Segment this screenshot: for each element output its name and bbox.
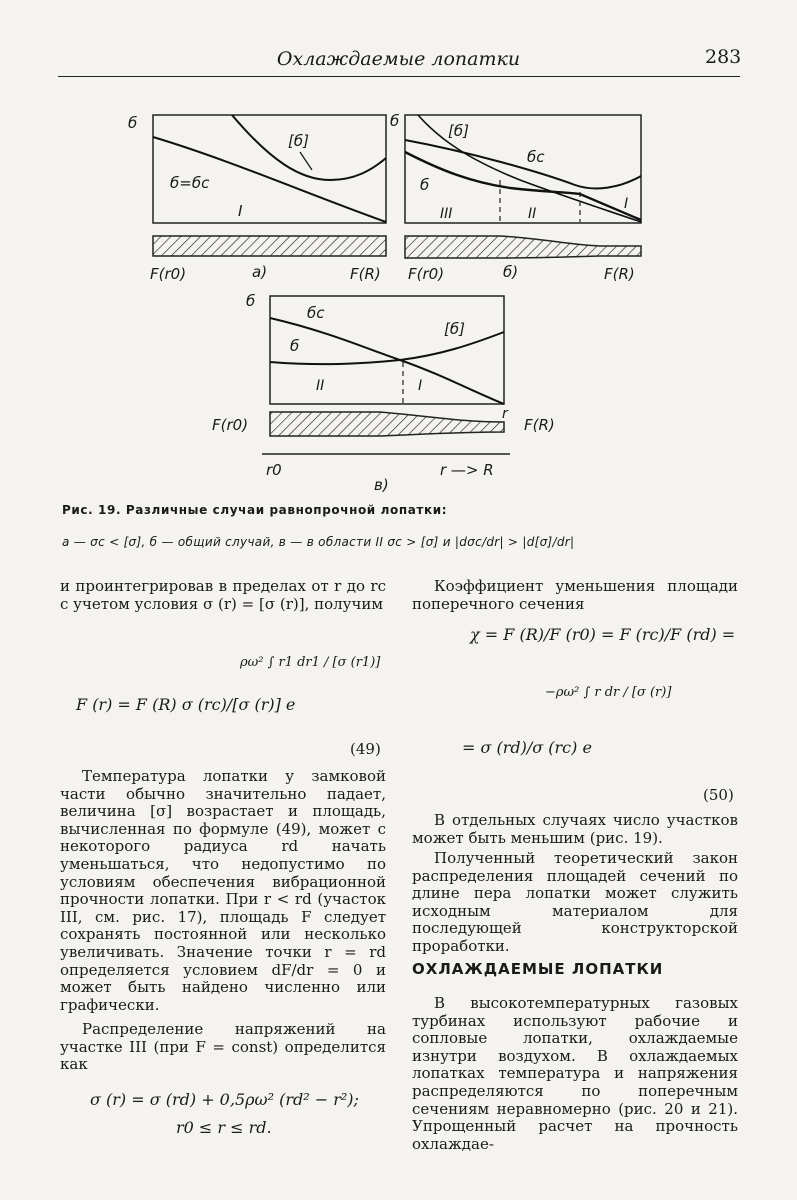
panel-a-allowable-label: [б]	[288, 132, 309, 150]
panel-c-r-label: r	[502, 406, 508, 422]
header-rule	[58, 76, 740, 77]
eq50-exponent: −ρω² ∫ r dr / [σ (r)]	[545, 685, 672, 700]
eq49-exponent: ρω² ∫ r1 dr1 / [σ (r1)]	[240, 655, 381, 670]
panel-c-curve-s	[270, 332, 504, 364]
left-para-3: Распределение напряжений на участке III (при F = const) определится как	[60, 1020, 386, 1074]
panel-c	[212, 292, 555, 494]
panel-a-caption: a)	[252, 263, 268, 281]
figure-19	[0, 100, 797, 495]
left-para-1: и проинтегрировав в пределах от r до rc с учетом условия σ (r) = [σ (r)], получим	[60, 577, 386, 613]
figure-caption-title: Рис. 19. Различные случаи равнопрочной лопатки:	[62, 503, 448, 517]
section-heading: ОХЛАЖДАЕМЫЕ ЛОПАТКИ	[412, 960, 664, 978]
eq50-number: (50)	[703, 786, 734, 804]
page-number: 283	[705, 46, 742, 68]
panel-b-region-2: II	[528, 206, 537, 222]
panel-c-tip-label: F(R)	[524, 416, 555, 434]
panel-b-blade-profile	[405, 236, 641, 258]
panel-b-root-label: F(r0)	[408, 265, 445, 283]
panel-c-region-1: I	[418, 378, 423, 394]
panel-b-caption: б)	[503, 263, 519, 281]
panel-c-root-label: F(r0)	[212, 416, 249, 434]
eq49-main: F (r) = F (R) σ (rc)/[σ (r)] e	[76, 695, 296, 714]
panel-a-axis-label: б	[128, 114, 138, 132]
running-header-title: Охлаждаемые лопатки	[276, 48, 521, 70]
panel-c-axis-arrow-label: r —> R	[440, 461, 494, 479]
figure-caption-line: а — σc < [σ], б — общий случай, в — в области II σc > [σ] и |dσc/dr| > |d[σ]/dr|	[62, 535, 575, 549]
eq50-line1: χ = F (R)/F (r0) = F (rc)/F (rd) =	[470, 625, 736, 644]
panel-c-region-2: II	[316, 378, 325, 394]
eq49-number: (49)	[350, 740, 381, 758]
panel-b-c-label: бc	[527, 148, 545, 166]
right-para-2: В отдельных случаях число участков может быть меньшим (рис. 19).	[412, 811, 738, 847]
right-para-1: Коэффициент уменьшения площади поперечного сечения	[412, 577, 738, 613]
panel-b-axis-label: б	[390, 112, 400, 130]
right-para-3: Полученный теоретический закон распределения площадей сечений по длине пера лопатки может служить исходным материалом для последующей конструкторской проработки.	[412, 849, 738, 955]
panel-c-s-label: б	[290, 337, 300, 355]
eq-stress-range: r0 ≤ r ≤ rd.	[176, 1118, 272, 1137]
panel-a-blade-profile	[153, 236, 386, 256]
panel-a-curve-allowable	[232, 115, 386, 180]
panel-b	[390, 112, 641, 283]
eq-stress: σ (r) = σ (rd) + 0,5ρω² (rd² − r²);	[90, 1090, 359, 1109]
panel-a-frame	[153, 115, 386, 223]
panel-b-allowable-label: [б]	[448, 122, 469, 140]
eq50-line2: = σ (rd)/σ (rc) e	[462, 738, 592, 757]
panel-a-tip-label: F(R)	[350, 265, 381, 283]
panel-a	[128, 114, 386, 283]
panel-c-blade-profile	[270, 412, 504, 436]
panel-c-allowable-label: [б]	[444, 320, 465, 338]
left-para-2: Температура лопатки у замковой части обычно значительно падает, величина [σ] возрастает и площадь, вычисленная по формуле (49), может с некоторого радиуса rd начать уменьшаться, что недопустимо по условиям обеспечения вибрационной прочности лопатки. При r < rd (участок III, см. рис. 17), площадь F следует сохранять постоянной или несколько увеличивать. Значение точки r = rd определяется условием dF/dr = 0 и может быть найдено численно или графически.	[60, 767, 386, 1014]
panel-a-equal-label: б=бc	[170, 174, 210, 192]
panel-c-caption: в)	[374, 476, 389, 494]
panel-b-tip-label: F(R)	[604, 265, 635, 283]
panel-c-c-label: бc	[307, 304, 325, 322]
panel-c-axis-label: б	[246, 292, 256, 310]
panel-b-region-1: I	[624, 196, 629, 212]
panel-b-region-3: III	[440, 206, 453, 222]
panel-a-region-1: I	[238, 202, 243, 220]
panel-c-r0-label: r0	[266, 461, 282, 479]
panel-a-root-label: F(r0)	[150, 265, 187, 283]
right-para-4: В высокотемпературных газовых турбинах используют рабочие и сопловые лопатки, охлаждаемые изнутри воздухом. В охлаждаемых лопатках температура и напряжения распределяются по поперечным сечениям неравномерно (рис. 20 и 21). Упрощенный расчет на прочность охлаждае-	[412, 994, 738, 1153]
panel-b-s-label: б	[420, 176, 430, 194]
